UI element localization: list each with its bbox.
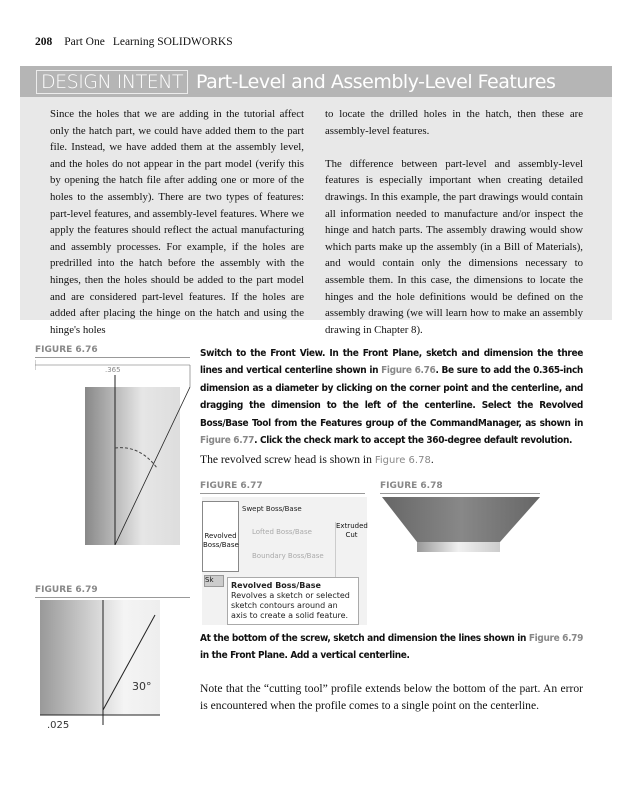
figure-6-79-label: FIGURE 6.79 [35,585,190,598]
book-title: Learning SOLIDWORKS [112,36,233,48]
sidebar-left-column [50,106,304,338]
figure-6-78-label: FIGURE 6.78 [380,481,540,494]
swept-boss-base-button[interactable]: Swept Boss/Base [242,505,302,513]
figure-ref[interactable]: Figure 6.79 [528,633,583,644]
sidebar-title-band [20,66,612,97]
paragraph: The difference between part-level and assembly-level features is especially important when creating detailed drawings. In this example, the part drawings would contain all information needed to manufacture and/or inspect the hinge and hatch parts. The assembly drawing would show which parts make up the assembly (in a Bill of Materials), and would contain only the dimensions necessary to assemble them. In this case, the dimensions to locate the hinges and the hole definitions would be defined on the assembly drawing (we will learn how to make an assembly drawing in Chapter 8). [325,157,583,336]
figure-ref[interactable]: Figure 6.78 [374,455,431,466]
design-intent-sidebar [20,66,612,336]
angle-dimension: 30° [132,680,152,693]
part-label: Part One [64,36,105,48]
revolved-note: The revolved screw head is shown in Figure 6.78. [200,453,434,466]
instruction-step-revolve: Switch to the Front View. In the Front Plane, sketch and dimension the three lines and vertical centerline shown in Figure 6.76. Be sure to add the 0.365-inch dimension as a diameter by clicking on the corner point and the centerline, and dragging the dimension to the left of the centerline. Select the Revolved Boss/Base Tool from the Features group of the CommandManager, as shown in Figure 6.77. Click the check mark to accept the 360-degree default revolution. [200,348,583,447]
figure-6-79-sketch [35,600,195,745]
offset-dimension: .025 [47,720,70,731]
design-intent-tag: DESIGN INTENT [36,70,188,94]
figure-6-77-label: FIGURE 6.77 [200,481,365,494]
paragraph: Since the holes that we are adding in the tutorial affect only the hatch part, we could have added them to the part file. Instead, we have added them at the assembly level, and the holes do not appear in the part model (verify this by opening the hatch file after adding one or more of the holes to the assembly). There are two types of features: part-level features, and assembly-level features. Where we apply the features should reflect the actual manufacturing and assembly processes. For example, if the holes are predrilled into the hatch before the assembly with the hinges, then the holes should be added to the part model and are considered part-level features. If the holes are added after placing the hinge on the hatch and using the hinge's holes [50,108,304,336]
figure-ref[interactable]: Figure 6.76 [381,365,436,377]
figure-6-76-sketch [35,360,195,545]
sidebar-title: Part-Level and Assembly-Level Features [196,70,556,93]
tooltip: Revolved Boss/Base Revolves a sketch or selected sketch contours around an axis to create a solid feature. [227,577,359,625]
paragraph: to locate the drilled holes in the hatch, then these are assembly-level features. [325,108,583,137]
running-header [35,36,233,48]
instruction-step-bottom: At the bottom of the screw, sketch and dimension the lines shown in Figure 6.79 in the Front Plane. Add a vertical centerline. [200,633,583,662]
sidebar-right-column [325,106,583,338]
figure-6-77-toolbar [202,497,367,625]
figure-6-76-label: FIGURE 6.76 [35,345,190,358]
lofted-boss-base-button[interactable]: Lofted Boss/Base [252,528,312,536]
revolved-boss-base-button[interactable]: Revolved Boss/Base [202,501,239,572]
figure-6-78-screw-head [380,497,540,552]
boundary-boss-base-button[interactable]: Boundary Boss/Base [252,552,324,560]
page-number: 208 [35,36,53,48]
extruded-cut-button[interactable]: Extruded Cut [335,522,367,577]
sketch-tab[interactable]: Sk [204,575,224,587]
figure-ref[interactable]: Figure 6.77 [200,435,255,447]
cutting-tool-note: Note that the “cutting tool” profile extends below the bottom of the part. An error is encountered when the profile comes to a single point on the centerline. [200,682,583,712]
diameter-dimension: .365 [105,366,121,374]
